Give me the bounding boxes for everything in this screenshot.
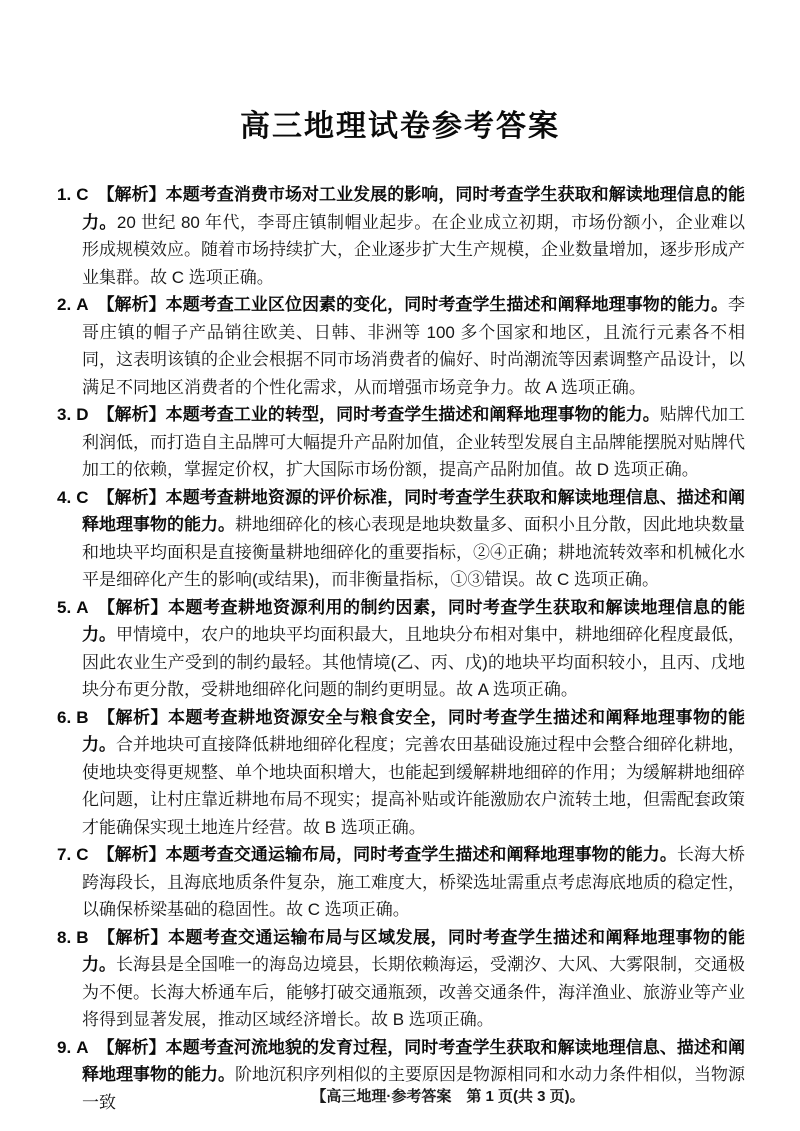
analysis-detail: 耕地细碎化的核心表现是地块数量多、面积小且分散，因此地块数量和地块平均面积是直接衡量耕地细碎化的重要指标，②④正确；耕地流转效率和机械化水平是细碎化产生的影响(或结果)，而非衡量指标，①③错误。故 C 选项正确。 [82,515,745,589]
analysis-detail: 贴牌代加工利润低，而打造自主品牌可大幅提升产品附加值，企业转型发展自主品牌能摆脱对贴牌代加工的依赖，掌握定价权，扩大国际市场份额，提高产品附加值。故 D 选项正确。 [82,405,746,479]
page-title: 高三地理试卷参考答案 [240,110,560,143]
question-number: 4. [57,487,72,507]
answer-choice: A [76,295,89,314]
analysis-focus: 本题考查耕地资源安全与粮食安全，同时考查学生描述和阐释地理事物的能力。 [82,707,746,754]
answer-choice: C [76,185,89,204]
analysis-detail: 阶地沉积序列相似的主要原因是物源相同和水动力条件相似，当物源一致 [82,1065,745,1112]
analysis-focus: 本题考查消费市场对工业发展的影响，同时考查学生获取和解读地理信息的能力。 [82,185,746,232]
answer-item-3 [57,401,745,484]
analysis-label: 【解析】 [97,597,168,617]
analysis-label: 【解析】 [97,295,166,314]
analysis-focus: 本题考查工业的转型，同时考查学生描述和阐释地理事物的能力。 [165,405,660,424]
analysis-focus: 本题考查耕地资源利用的制约因素，同时考查学生获取和解读地理信息的能力。 [82,597,746,644]
analysis-detail: 李哥庄镇的帽子产品销往欧美、日韩、非洲等 100 多个国家和地区，且流行元素各不相同，这表明该镇的企业会根据不同市场消费者的偏好、时尚潮流等因素调整产品设计，以满足不同地区消费者的个性化需求，从而增强市场竞争力。故 A 选项正确。 [82,295,746,397]
answer-choice: A [76,1037,89,1057]
analysis-detail: 甲情境中，农户的地块平均面积最大，且地块分布相对集中，耕地细碎化程度最低，因此农业生产受到的制约最轻。其他情境(乙、丙、戊)的地块平均面积较小，且丙、戊地块分布更分散，受耕地细碎化问题的制约更明显。故 A 选项正确。 [82,625,745,699]
answer-choice: A [76,597,89,617]
analysis-label: 【解析】 [97,845,166,864]
analysis-label: 【解析】 [97,927,168,947]
analysis-focus: 本题考查交通运输布局与区域发展，同时考查学生描述和阐释地理事物的能力。 [82,927,746,974]
page-footer: 【高三地理·参考答案 第 1 页(共 3 页)。 [311,1088,585,1105]
answer-item-1 [57,181,745,291]
question-number: 2. [57,295,72,314]
answer-choice: D [76,405,89,424]
analysis-detail: 合并地块可直接降低耕地细碎化程度；完善农田基础设施过程中会整合细碎化耕地，使地块变得更规整、单个地块面积增大，也能起到缓解耕地细碎的作用；为缓解耕地细碎化问题，让村庄靠近耕地布局不现实；提高补贴或许能激励农户流转土地，但需配套政策才能确保实现土地连片经营。故 B 选项正确。 [82,735,745,837]
analysis-focus: 本题考查耕地资源的评价标准，同时考查学生获取和解读地理信息、描述和阐释地理事物的能力。 [82,487,746,534]
analysis-label: 【解析】 [97,185,166,204]
answer-item-2 [57,291,745,401]
analysis-focus: 本题考查工业区位因素的变化，同时考查学生描述和阐释地理事物的能力。 [165,295,729,314]
question-number: 1. [57,185,72,204]
answer-choice: B [76,927,89,947]
answer-item-5 [57,594,745,704]
answer-item-8 [57,924,745,1034]
analysis-focus: 本题考查河流地貌的发育过程，同时考查学生获取和解读地理信息、描述和阐释地理事物的能力。 [82,1037,746,1084]
answers-list [57,181,745,1116]
question-number: 5. [57,597,72,617]
analysis-label: 【解析】 [97,1037,166,1057]
answer-item-6 [57,704,745,842]
analysis-detail: 20 世纪 80 年代，李哥庄镇制帽业起步。在企业成立初期，市场份额小，企业难以形成规模效应。随着市场持续扩大，企业逐步扩大生产规模，企业数量增加，逐步形成产业集群。故 C 选项正确。 [82,212,745,287]
analysis-label: 【解析】 [97,487,166,507]
answer-choice: B [76,707,89,727]
answer-choice: C [76,845,89,864]
question-number: 3. [57,405,72,424]
answer-item-7 [57,841,745,924]
answer-choice: C [76,487,89,507]
analysis-detail: 长海大桥跨海段长，且海底地质条件复杂，施工难度大，桥梁选址需重点考虑海底地质的稳定性，以确保桥梁基础的稳固性。故 C 选项正确。 [82,845,746,919]
analysis-label: 【解析】 [97,405,166,424]
question-number: 9. [57,1037,72,1057]
analysis-label: 【解析】 [97,707,168,727]
analysis-focus: 本题考查交通运输布局，同时考查学生描述和阐释地理事物的能力。 [165,845,677,864]
analysis-detail: 长海县是全国唯一的海岛边境县，长期依赖海运，受潮汐、大风、大雾限制，交通极为不便。长海大桥通车后，能够打破交通瓶颈，改善交通条件，海洋渔业、旅游业等产业将得到显著发展，推动区域经济增长。故 B 选项正确。 [82,955,745,1029]
question-number: 7. [57,845,72,864]
question-number: 6. [57,707,72,727]
question-number: 8. [57,927,72,947]
answer-item-4 [57,484,745,594]
